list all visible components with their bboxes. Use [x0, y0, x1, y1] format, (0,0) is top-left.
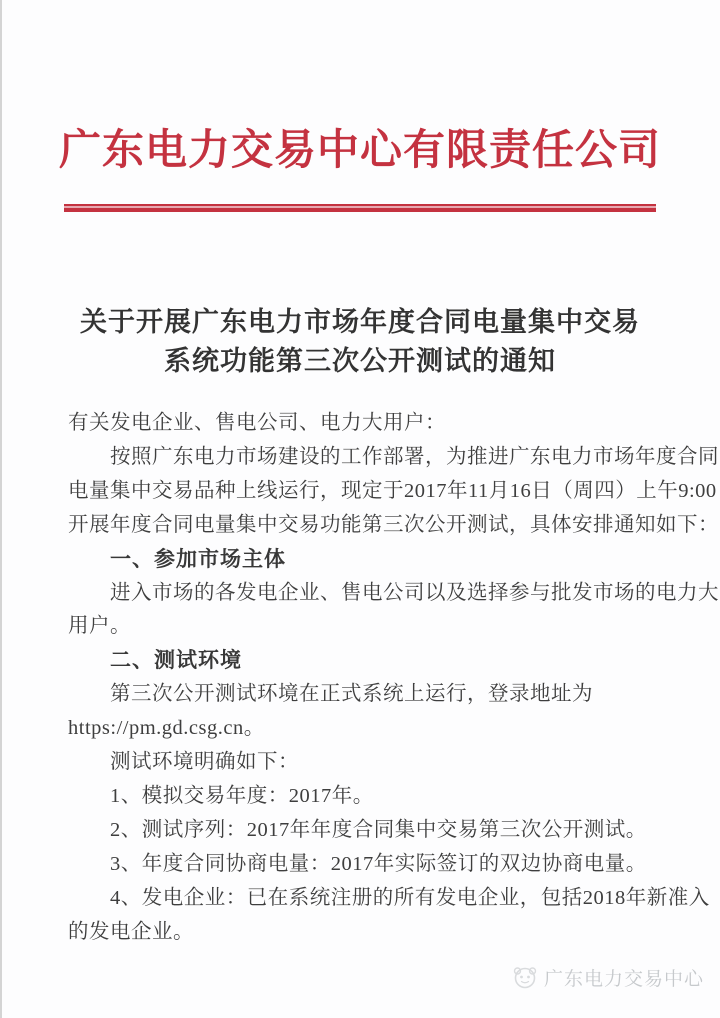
doc-line: 第三次公开测试环境在正式系统上运行，登录地址为: [110, 683, 593, 706]
list-item-3: 3、年度合同协商电量：2017年实际签订的双边协商电量。: [110, 852, 647, 875]
doc-line: 进入市场的各发电企业、售电公司以及选择参与批发市场的电力大: [110, 581, 719, 604]
doc-line: 电量集中交易品种上线运行，现定于2017年11月16日（周四）上午9:00: [68, 479, 717, 502]
doc-line: 用户。: [68, 615, 131, 638]
letterhead-company-name: 广东电力交易中心有限责任公司: [58, 128, 661, 174]
list-item-2: 2、测试序列：2017年年度合同集中交易第三次公开测试。: [110, 818, 647, 841]
login-url-line: https://pm.gd.csg.cn。: [68, 717, 265, 740]
doc-line: 按照广东电力市场建设的工作部署，为推进广东电力市场年度合同: [110, 445, 719, 468]
doc-line: 测试环境明确如下：: [110, 751, 299, 774]
letterhead-divider: [64, 204, 656, 212]
doc-line: 开展年度合同电量集中交易功能第三次公开测试，具体安排通知如下：: [68, 513, 719, 536]
document-body: [68, 407, 719, 950]
section-heading-1: 一、参加市场主体: [110, 547, 286, 571]
salutation-line: 有关发电企业、售电公司、电力大用户：: [68, 412, 446, 434]
watermark: [511, 963, 704, 991]
section-heading-2: 二、测试环境: [110, 649, 242, 673]
document-title-line-2: 系统功能第三次公开测试的通知: [164, 346, 556, 376]
document-title: [0, 303, 720, 381]
doc-line: 的发电企业。: [68, 920, 194, 943]
mascot-logo-icon: [511, 963, 539, 991]
list-item-4: 4、发电企业：已在系统注册的所有发电企业，包括2018年新准入: [110, 886, 710, 909]
document-title-line-1: 关于开展广东电力市场年度合同电量集中交易: [80, 307, 640, 337]
watermark-text: 广东电力交易中心: [543, 968, 704, 990]
list-item-1: 1、模拟交易年度：2017年。: [110, 784, 374, 807]
